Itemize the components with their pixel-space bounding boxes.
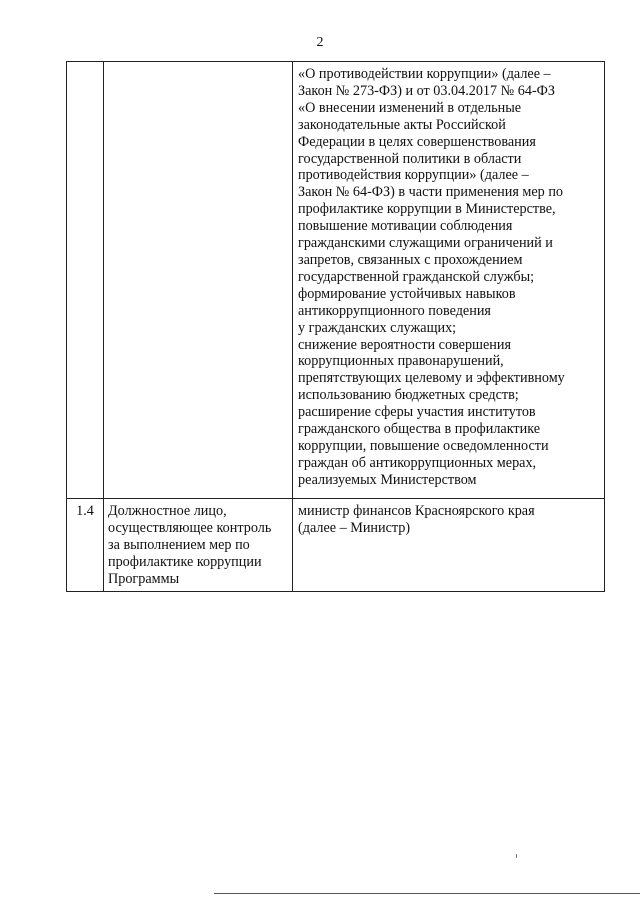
label-line: Должностное лицо,	[108, 503, 227, 519]
value-line: противодействия коррупции» (далее –	[298, 167, 529, 184]
value-line: коррупции, повышение осведомленности	[298, 437, 549, 454]
value-line: расширение сферы участия институтов	[298, 404, 536, 421]
value-line: (далее – Министр)	[298, 519, 411, 536]
value-line: коррупционных правонарушений,	[298, 353, 504, 370]
page-number: 2	[316, 35, 324, 50]
scan-speck	[516, 854, 517, 858]
label-line: осуществляющее контроль	[108, 519, 272, 536]
table-row	[67, 62, 605, 499]
value-line: у гражданских служащих;	[298, 319, 457, 336]
row-value-cell	[293, 62, 605, 499]
program-passport-table	[66, 61, 605, 592]
row-number-cell: 1.4	[67, 499, 104, 592]
value-line: препятствующих целевому и эффективному	[298, 370, 565, 387]
value-line: Закон № 64-ФЗ) в части применения мер по	[298, 184, 564, 201]
value-line: министр финансов Красноярского края	[298, 503, 535, 519]
label-line: Программы	[108, 570, 180, 587]
row-label-cell	[104, 62, 293, 499]
value-line: граждан об антикоррупционных мерах,	[298, 454, 537, 471]
value-line: профилактике коррупции в Министерстве,	[298, 201, 556, 218]
value-line: «О внесении изменений в отдельные	[298, 99, 522, 116]
scan-edge-line	[214, 893, 640, 894]
value-line: использованию бюджетных средств;	[298, 387, 519, 404]
value-line: гражданского общества в профилактике	[298, 421, 541, 438]
value-line: законодательные акты Российской	[298, 116, 506, 133]
row-label-cell	[104, 499, 293, 592]
value-line: государственной гражданской службы;	[298, 268, 535, 285]
value-line: снижение вероятности совершения	[298, 336, 511, 353]
label-line: за выполнением мер по	[108, 536, 250, 553]
value-line: запретов, связанных с прохождением	[298, 251, 523, 268]
value-line: реализуемых Министерством	[298, 471, 477, 488]
value-line: государственной политики в области	[298, 150, 522, 167]
label-line: профилактике коррупции	[108, 553, 262, 570]
value-line: «О противодействии коррупции» (далее –	[298, 66, 551, 82]
value-line: повышение мотивации соблюдения	[298, 218, 513, 235]
row-value-cell	[293, 499, 605, 592]
value-line: Федерации в целях совершенствования	[298, 133, 536, 150]
value-line: антикоррупционного поведения	[298, 302, 491, 319]
value-line: гражданскими служащими ограничений и	[298, 235, 553, 252]
table-row	[67, 499, 605, 592]
value-line: Закон № 273-ФЗ) и от 03.04.2017 № 64-ФЗ	[298, 82, 555, 99]
value-line: формирование устойчивых навыков	[298, 285, 516, 302]
row-number-cell	[67, 62, 104, 499]
